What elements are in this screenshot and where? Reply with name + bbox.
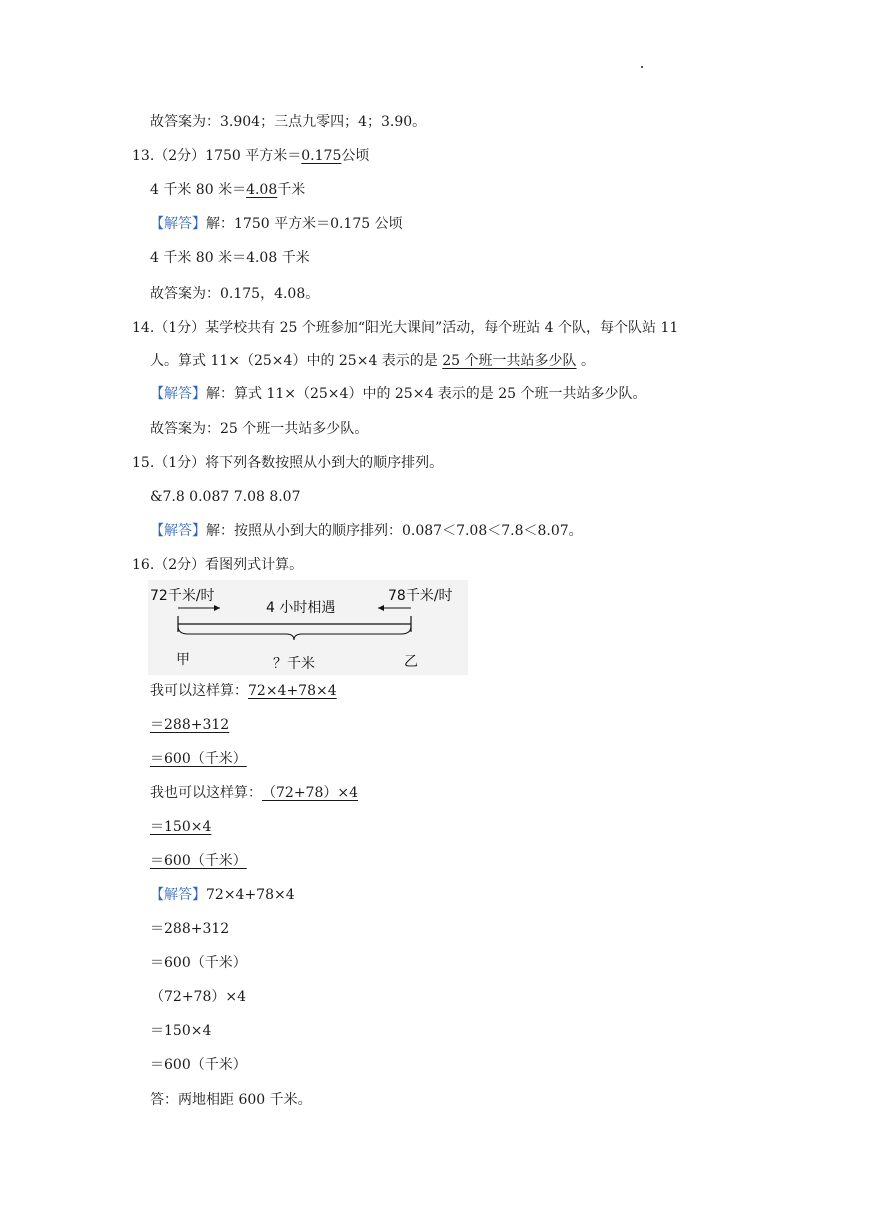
solution-tag: 【解答】: [150, 216, 206, 232]
question-15-numbers: &7.8 0.087 7.08 8.07: [150, 489, 301, 505]
place-b-label: 乙: [404, 654, 418, 670]
distance-label: ？千米: [273, 656, 315, 672]
method-2-step-1-text: ＝150×4: [150, 819, 212, 835]
answer-line-q12: 故答案为：3.904；三点九零四；4；3.90。: [150, 114, 427, 130]
solution-15-text: 解：按照从小到大的顺序排列：0.087＜7.08＜7.8＜8.07。: [206, 523, 583, 539]
method-2-expression: （72+78）×4: [262, 785, 358, 801]
solution-16-step-2: ＝600（千米）: [150, 955, 247, 971]
solution-tag: 【解答】: [150, 386, 206, 402]
method-1-step-1-text: ＝288+312: [150, 717, 230, 733]
solution-16: [150, 885, 295, 905]
method-2-step-2-text: ＝600（千米）: [150, 853, 247, 869]
question-13b-unit: 千米: [277, 182, 306, 198]
question-13-text: 13.（2分）1750 平方米＝: [132, 148, 302, 164]
question-14-blank: 25 个班一共站多少队: [442, 353, 577, 369]
method-2: [150, 783, 358, 803]
solution-13-line-2: 4 千米 80 米＝4.08 千米: [150, 250, 310, 266]
left-speed-label: 72千米/时: [150, 588, 215, 604]
method-1-label: 我可以这样算：: [150, 683, 248, 699]
solution-tag: 【解答】: [150, 887, 206, 903]
question-16: 16.（2分）看图列式计算。: [132, 557, 304, 573]
distance-brace: [178, 626, 411, 640]
question-14-end: 。: [580, 353, 595, 369]
solution-15: [150, 521, 583, 541]
solution-tag: 【解答】: [150, 523, 206, 539]
right-speed-label: 78千米/时: [388, 588, 453, 604]
page-dot: [641, 66, 643, 68]
final-answer: 答：两地相距 600 千米。: [150, 1092, 312, 1108]
question-13-part-2: [150, 180, 305, 200]
solution-13: [150, 214, 403, 234]
method-2-step-1: [150, 817, 211, 837]
solution-16-step-4: ＝150×4: [150, 1023, 212, 1039]
question-14-text: 人。算式 11×（25×4）中的 25×4 表示的是: [150, 353, 438, 369]
solution-16-step-1: ＝288+312: [150, 921, 230, 937]
solution-13-text: 解：1750 平方米＝0.175 公顷: [206, 216, 403, 232]
method-1-step-1: [150, 715, 229, 735]
meet-time-label: 4 小时相遇: [266, 600, 336, 616]
question-13b-text: 4 千米 80 米＝: [150, 182, 247, 198]
question-13-blank-2: 4.08: [246, 182, 278, 198]
question-13: [132, 146, 369, 166]
left-arrow-head: [214, 605, 220, 611]
question-14-line-1: 14.（1分）某学校共有 25 个班参加“阳光大课间”活动，每个班站 4 个队，每个队站 11: [132, 320, 679, 336]
question-14-line-2: [150, 351, 595, 371]
method-1-expression: 72×4+78×4: [248, 683, 337, 699]
solution-14-text: 解：算式 11×（25×4）中的 25×4 表示的是 25 个班一共站多少队。: [206, 386, 647, 402]
method-1-step-2: [150, 749, 247, 769]
method-1-step-2-text: ＝600（千米）: [150, 751, 247, 767]
method-1: [150, 681, 337, 701]
solution-16-text: 72×4+78×4: [206, 887, 295, 903]
answer-line-q14: 故答案为：25 个班一共站多少队。: [150, 421, 369, 437]
question-13-unit-1: 公顷: [341, 148, 370, 164]
question-15: 15.（1分）将下列各数按照从小到大的顺序排列。: [132, 455, 444, 471]
solution-16-step-3: （72+78）×4: [150, 989, 246, 1005]
solution-14: [150, 384, 647, 404]
method-2-step-2: [150, 851, 247, 871]
answer-line-q13: 故答案为：0.175，4.08。: [150, 286, 320, 302]
solution-16-step-5: ＝600（千米）: [150, 1057, 247, 1073]
question-13-blank-1: 0.175: [301, 148, 342, 164]
method-2-label: 我也可以这样算：: [150, 785, 262, 801]
place-a-label: 甲: [176, 652, 190, 668]
right-arrow-head: [378, 605, 384, 611]
travel-diagram: [148, 580, 468, 675]
